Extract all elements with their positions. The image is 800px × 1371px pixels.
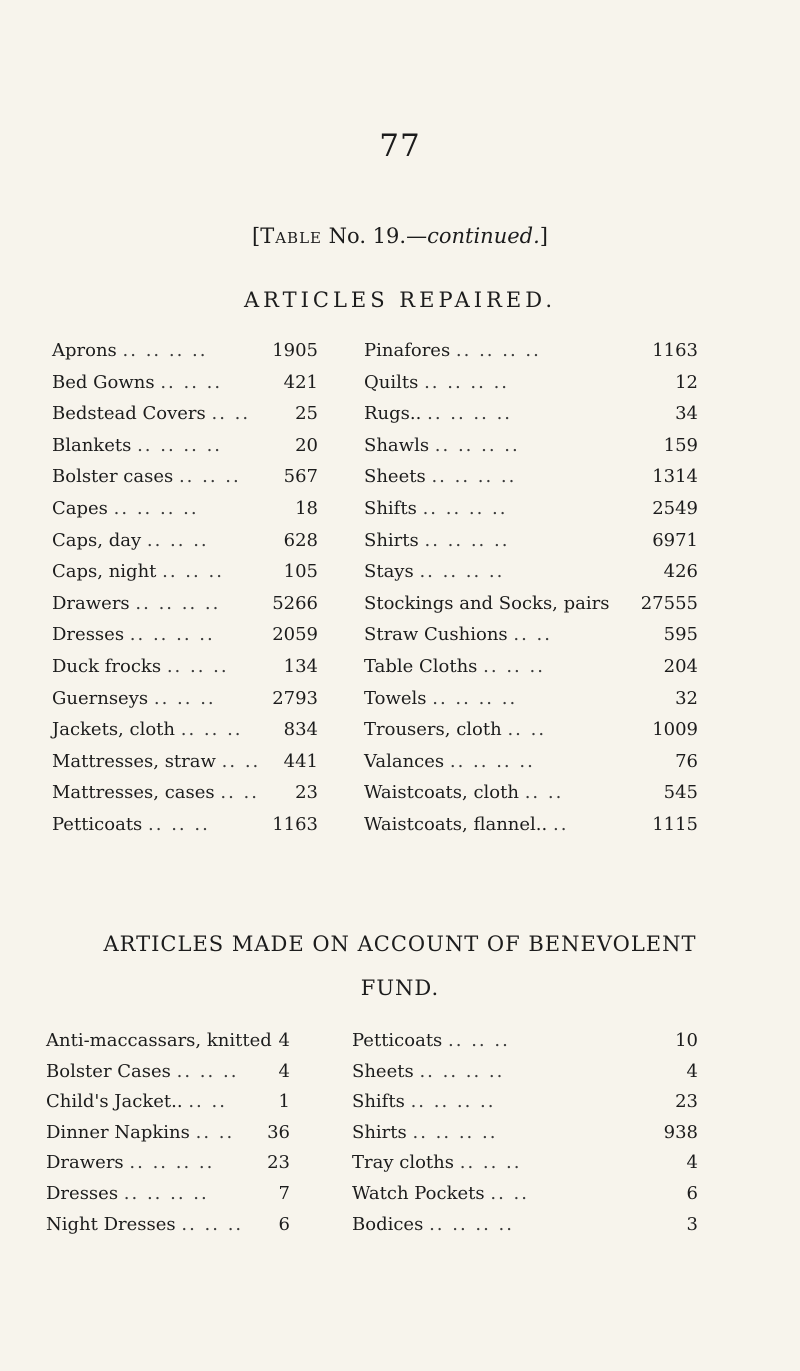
left-item-name: Dresses [52,624,125,646]
left-leader-dots: .. .. .. [146,529,209,551]
left-leader-dots: .. .. .. [148,814,210,835]
right-item [364,561,504,582]
right-leader-dots: .. .. [507,719,547,741]
right-item [364,751,535,772]
left-item-value: 1 [278,1091,290,1113]
page-number: 77 [379,128,421,164]
right-item-value: 1115 [652,814,698,835]
right-item [364,719,546,740]
left-leader-dots: .. .. .. .. [129,1152,215,1174]
right-leader-dots: .. .. .. .. [434,434,520,456]
left-item [46,1183,209,1204]
left-item-value: 36 [267,1121,290,1143]
left-item-name: Aprons [52,340,117,361]
right-leader-dots: .. .. .. .. [432,687,518,709]
left-item-value: 1163 [272,814,318,835]
right-item-value: 1009 [652,719,698,741]
right-item-value: 938 [663,1121,698,1143]
left-leader-dots: .. .. .. [160,371,223,393]
left-item [52,656,229,677]
left-item-name: Anti-maccassars, knitted [46,1030,272,1051]
right-item-value: 204 [663,656,698,677]
left-item [52,372,222,393]
right-item [364,372,509,393]
right-item [352,1091,496,1112]
right-leader-dots: .. .. .. .. [419,1060,505,1082]
made-section-title-line1: ARTICLES MADE ON ACCOUNT OF BENEVOLENT [103,932,697,956]
right-item [352,1030,510,1051]
table-row [0,624,800,654]
right-leader-dots: .. .. .. .. [419,561,505,583]
right-item-name: Shirts [364,529,419,551]
right-item-name: Stays [364,561,414,583]
left-item-name: Guernseys [52,687,149,709]
left-item-name: Caps, night [52,561,157,583]
table-row [0,530,800,560]
right-item-name: Bodices [352,1213,424,1235]
left-item-name: Bed Gowns [52,371,155,393]
left-item [52,782,259,803]
table-row [0,719,800,749]
right-item-value: 3 [686,1213,698,1235]
table-row [0,403,800,433]
right-item-name: Sheets [364,466,426,488]
caption-open: [ [252,224,261,248]
left-item [52,688,216,709]
left-item-name: Caps, day [52,529,142,551]
right-item [364,435,520,456]
table-row [0,688,800,718]
right-item [364,814,568,835]
right-leader-dots: .. .. .. .. [449,750,535,772]
table-row [0,1091,800,1121]
right-item-value: 10 [675,1030,698,1051]
left-item-name: Bolster Cases [46,1060,171,1082]
right-item-value: 545 [663,782,698,804]
left-item-name: Duck frocks [52,656,162,677]
right-item-value: 34 [675,403,698,425]
right-leader-dots: .. .. .. [448,1030,510,1051]
right-item-name: Valances [364,750,445,772]
right-item [364,593,609,614]
right-item [364,530,509,551]
right-item-name: Sheets [352,1060,414,1082]
left-item-value: 4 [278,1060,290,1082]
right-item [352,1061,504,1082]
table-row [0,435,800,465]
left-item-name: Petticoats [52,814,143,835]
left-item-value: 834 [283,719,318,741]
left-item [52,403,250,424]
caption-number: No. 19.— [322,224,428,248]
right-item-name: Waistcoats, flannel.. [364,814,548,835]
table-row [0,1030,800,1060]
left-item-value: 20 [295,434,318,456]
left-item-name: Dinner Napkins [46,1121,190,1143]
left-item-value: 105 [283,561,318,583]
left-leader-dots: .. .. .. .. [137,434,223,456]
left-item-value: 25 [295,403,318,425]
right-item [364,624,552,645]
right-leader-dots: .. .. .. .. [422,498,508,519]
left-item-name: Blankets [52,434,132,456]
right-item-name: Trousers, cloth [364,719,502,741]
left-item-name: Bolster cases [52,466,174,488]
left-item-name: Capes [52,498,108,519]
right-leader-dots: .. .. .. .. [410,1091,496,1113]
left-item-value: 441 [283,750,318,772]
right-item-name: Shifts [352,1091,405,1113]
right-leader-dots: .. .. .. .. [427,403,513,425]
left-item-value: 628 [283,529,318,551]
left-leader-dots: .. .. .. .. [129,624,215,646]
left-leader-dots: .. .. .. [180,719,243,741]
right-item [364,498,508,519]
right-item [364,656,545,677]
left-item [52,466,241,487]
right-item-name: Shawls [364,434,430,456]
table-row [0,498,800,528]
caption-table-word: Table [260,224,322,248]
right-item-name: Table Cloths [364,656,478,677]
left-item [46,1091,227,1112]
right-leader-dots: .. .. .. [483,656,545,677]
left-item [46,1061,238,1082]
left-leader-dots: .. .. [220,782,259,804]
right-leader-dots: .. .. [513,624,552,646]
left-item [52,593,220,614]
repaired-section-title: ARTICLES REPAIRED. [243,288,557,312]
right-item-name: Watch Pockets [352,1183,485,1204]
left-leader-dots: .. .. [211,403,251,425]
right-item-value: 76 [675,750,698,772]
right-leader-dots: .. [552,814,569,835]
right-item-name: Straw Cushions [364,624,508,646]
table-row [0,593,800,623]
left-leader-dots: .. .. .. .. [122,340,208,361]
left-leader-dots: .. .. [188,1091,227,1113]
made-section-title-line2: FUND. [360,976,440,1000]
right-item-name: Shirts [352,1121,407,1143]
right-item-value: 4 [686,1152,698,1174]
right-item-name: Rugs.. [364,403,422,425]
left-item-name: Dresses [46,1183,119,1204]
left-leader-dots: .. .. [221,750,261,772]
left-item-name: Night Dresses [46,1213,176,1235]
left-item [52,624,215,645]
left-item-value: 18 [295,498,318,519]
caption-close: ] [539,224,548,248]
right-item-value: 2549 [652,498,698,519]
left-item-value: 567 [283,466,318,488]
left-leader-dots: .. .. .. .. [135,592,221,614]
left-item-name: Drawers [46,1152,124,1174]
table-row [0,814,800,844]
right-item-name: Pinafores [364,340,451,361]
table-caption [0,224,800,248]
table-row [0,340,800,370]
left-item-name: Mattresses, cases [52,782,215,804]
right-item-value: 1163 [652,340,698,361]
right-leader-dots: .. .. .. [459,1152,522,1174]
right-leader-dots: .. .. .. .. [424,371,510,393]
table-row [0,1152,800,1182]
left-item [52,435,222,456]
right-item [352,1122,497,1143]
table-row [0,1183,800,1213]
caption-continued: continued. [427,224,540,248]
left-item [52,561,224,582]
left-leader-dots: .. .. .. [178,466,241,488]
left-leader-dots: .. .. .. [153,687,216,709]
table-row [0,782,800,812]
left-item [46,1214,243,1235]
table-row [0,1214,800,1244]
right-item [364,466,516,487]
right-item-value: 159 [663,434,698,456]
right-item-name: Petticoats [352,1030,443,1051]
right-item [352,1214,514,1235]
table-row [0,1061,800,1091]
right-item-value: 12 [675,371,698,393]
table-row [0,466,800,496]
right-item-name: Shifts [364,498,417,519]
right-item [364,340,541,361]
right-item-value: 32 [675,687,698,709]
right-leader-dots: .. .. .. .. [412,1121,498,1143]
right-item-value: 27555 [640,592,698,614]
table-row [0,751,800,781]
right-item [352,1183,529,1204]
left-item-value: 1905 [272,340,318,361]
left-item-name: Drawers [52,592,130,614]
left-leader-dots: .. .. .. [181,1213,244,1235]
left-leader-dots: .. .. .. [162,561,224,583]
table-row [0,372,800,402]
left-item-value: 23 [295,782,318,804]
left-item [46,1152,214,1173]
left-leader-dots: .. .. .. .. [113,498,199,519]
table-row [0,1122,800,1152]
left-item [46,1122,234,1143]
left-item-value: 7 [278,1183,290,1204]
right-item-value: 4 [686,1060,698,1082]
right-leader-dots: .. .. [524,782,564,804]
right-item [364,403,512,424]
right-leader-dots: .. .. [490,1183,529,1204]
table-row [0,656,800,686]
left-item-value: 5266 [272,592,318,614]
left-item-name: Jackets, cloth [52,719,176,741]
right-leader-dots: .. .. .. .. [424,529,510,551]
right-leader-dots: .. .. .. .. [431,466,517,488]
right-item-name: Tray cloths [352,1152,454,1174]
left-item-value: 2793 [272,687,318,709]
left-item-value: 6 [278,1213,290,1235]
left-item-name: Bedstead Covers [52,403,206,425]
right-leader-dots: .. .. .. .. [429,1213,515,1235]
right-item [364,688,517,709]
left-item-value: 421 [283,371,318,393]
left-item-name: Child's Jacket.. [46,1091,183,1113]
right-item [364,782,563,803]
right-item [352,1152,522,1173]
left-leader-dots: .. .. .. .. [123,1183,209,1204]
right-item-name: Stockings and Socks, pairs [364,592,610,614]
right-item-name: Quilts [364,371,419,393]
left-item-name: Mattresses, straw [52,750,216,772]
left-item [52,498,199,519]
right-leader-dots: .. .. .. .. [455,340,541,361]
right-item-value: 426 [663,561,698,583]
right-item-value: 1314 [652,466,698,488]
right-item-value: 23 [675,1091,698,1113]
right-item-name: Waistcoats, cloth [364,782,519,804]
left-item [52,340,207,361]
right-item-name: Towels [364,687,427,709]
left-leader-dots: .. .. .. [166,656,229,677]
table-row [0,561,800,591]
left-leader-dots: .. .. [195,1121,235,1143]
right-item-value: 6 [686,1183,698,1204]
left-item [52,530,209,551]
left-item-value: 23 [267,1152,290,1174]
left-item-value: 4 [278,1030,290,1051]
left-item [52,814,210,835]
right-item-value: 6971 [652,529,698,551]
left-item-value: 134 [283,656,318,677]
left-item [52,719,243,740]
left-leader-dots: .. .. .. [176,1060,239,1082]
left-item-value: 2059 [272,624,318,646]
right-item-value: 595 [663,624,698,646]
